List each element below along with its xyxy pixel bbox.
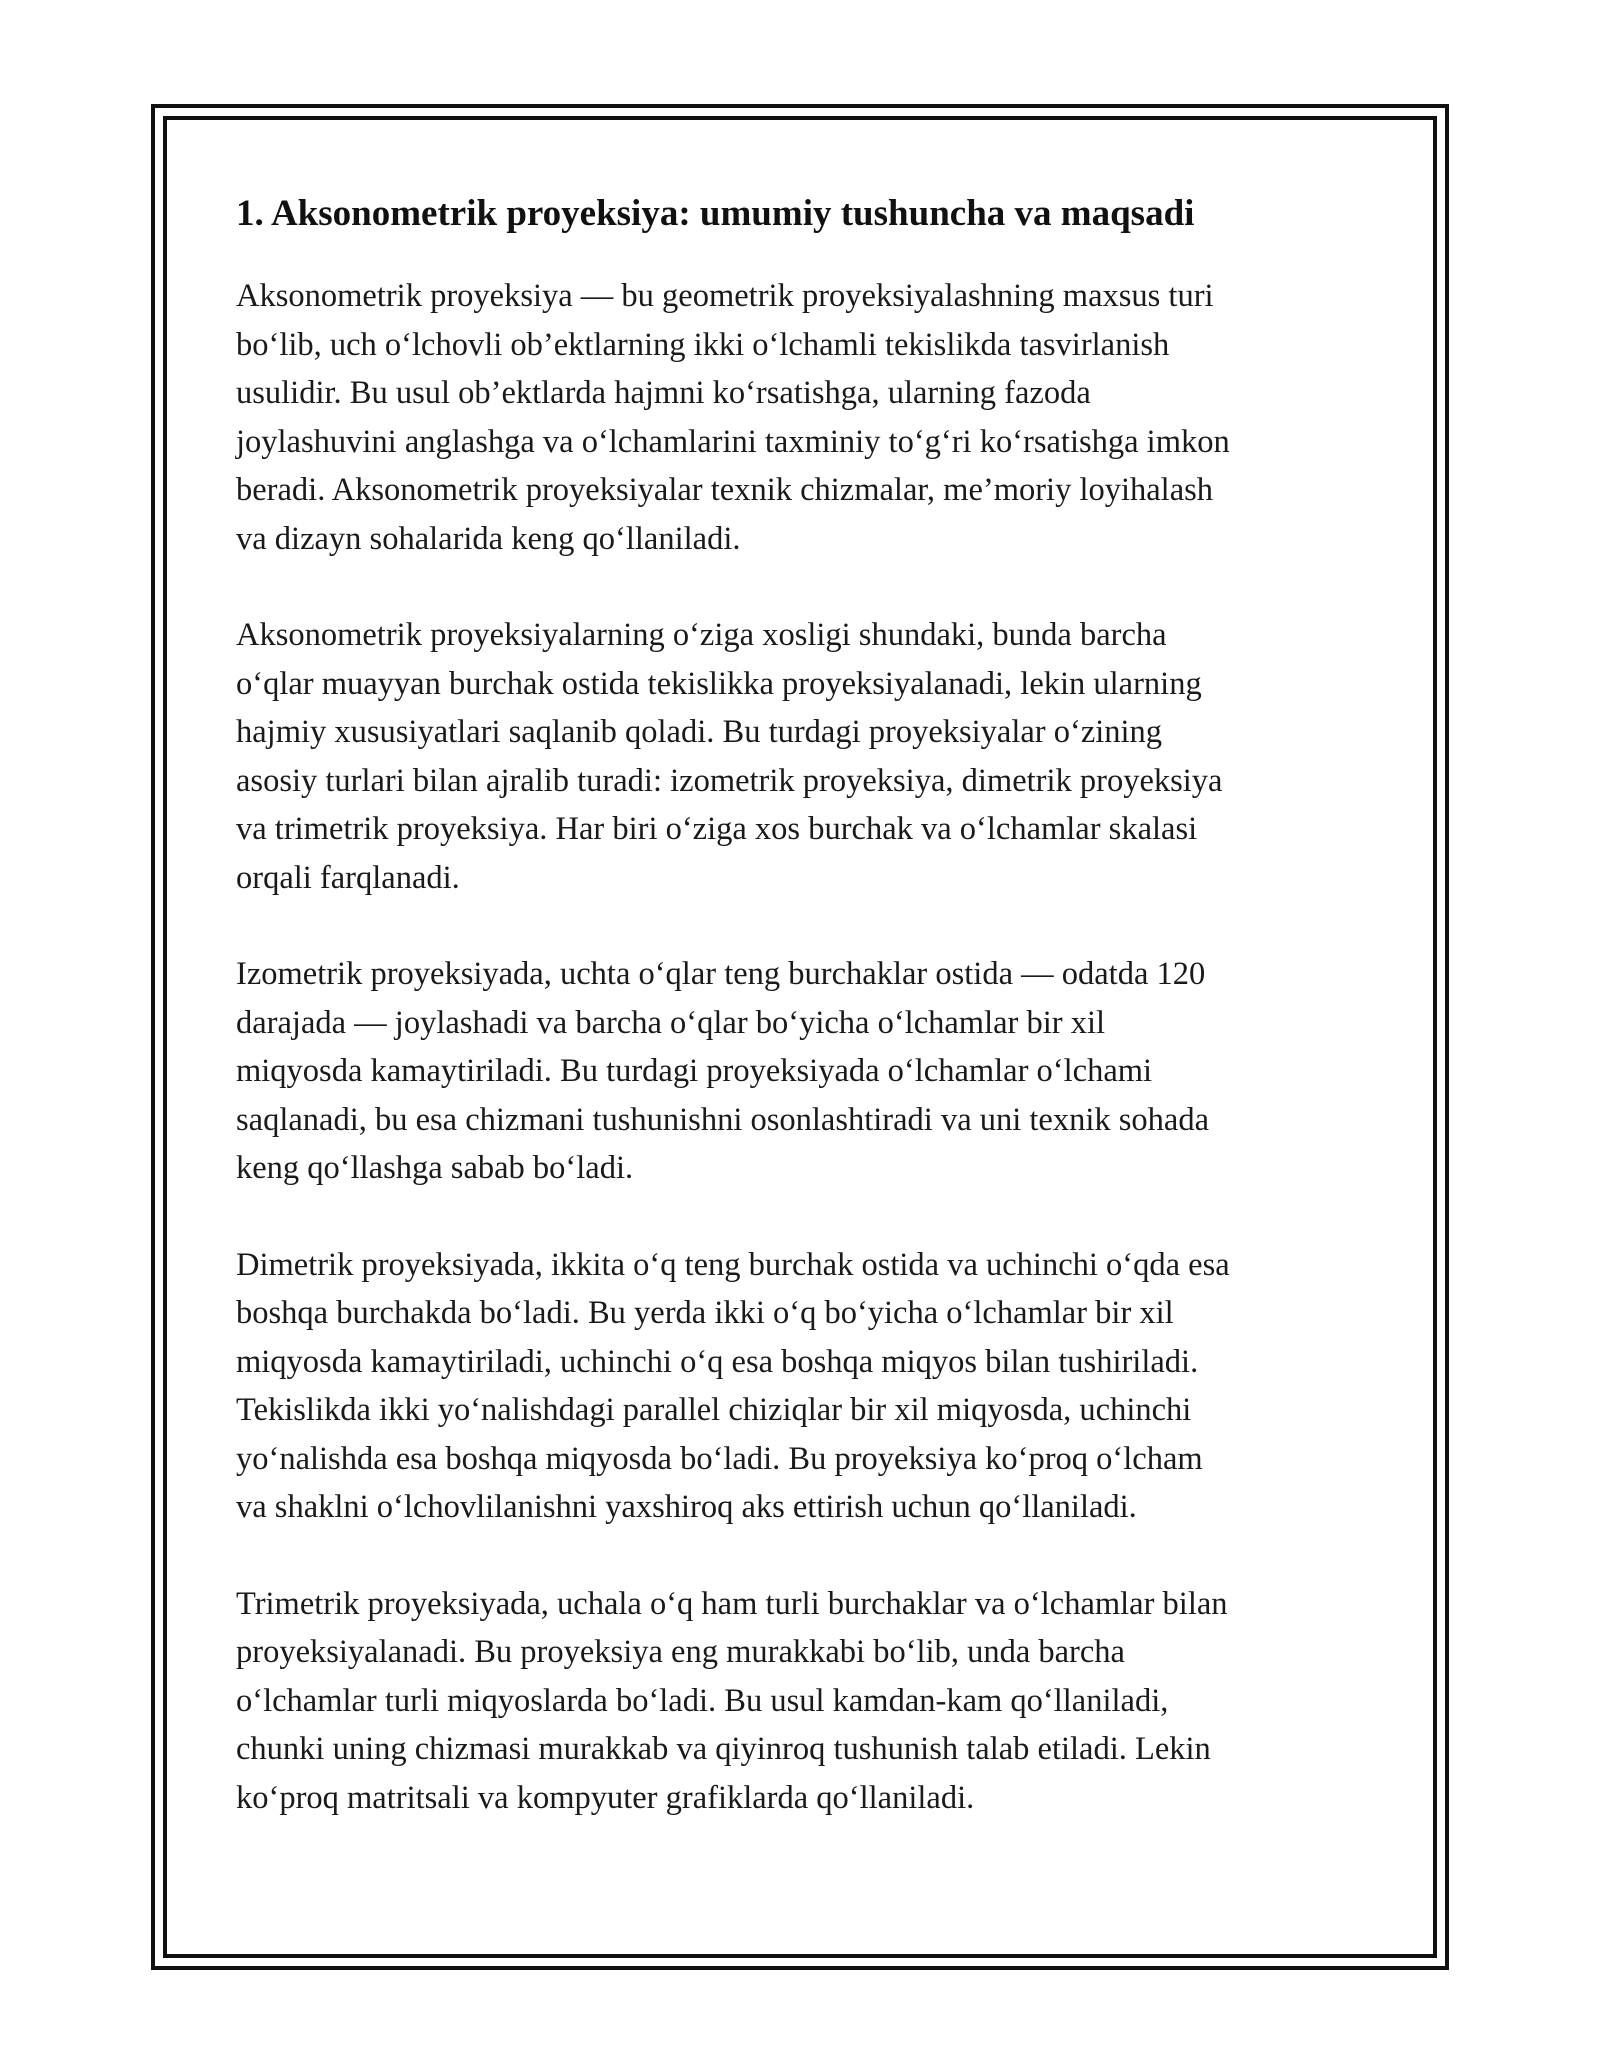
text-line: beradi. Aksonometrik proyeksiyalar texnik chizmalar, me’moriy loyihalash [236,472,1214,508]
text-line: usulidir. Bu usul ob’ektlarda hajmni ko‘rsatishga, ularning fazoda [236,375,1091,411]
text-line: proyeksiyalanadi. Bu proyeksiya eng murakkabi bo‘lib, unda barcha [236,1634,1125,1670]
text-line: va shaklni o‘lchovlilanishni yaxshiroq aks ettirish uchun qo‘llaniladi. [236,1489,1137,1525]
paragraph-intro [236,272,1366,563]
text-line: asosiy turlari bilan ajralib turadi: izometrik proyeksiya, dimetrik proyeksiya [236,762,1223,799]
text-line: va dizayn sohalarida keng qo‘llaniladi. [236,520,741,557]
text-line: yo‘nalishda esa boshqa miqyosda bo‘ladi. Bu proyeksiya ko‘proq o‘lcham [236,1440,1203,1477]
paragraph-dimetric [236,1241,1366,1532]
section-heading: 1. Aksonometrik proyeksiya: umumiy tushuncha va maqsadi [236,193,1195,234]
text-line: Izometrik proyeksiyada, uchta o‘qlar teng burchaklar ostida — odatda 120 [236,956,1206,992]
text-line: Trimetrik proyeksiyada, uchala o‘q ham turli burchaklar va o‘lchamlar bilan [236,1585,1228,1622]
text-line: bo‘lib, uch o‘lchovli ob’ektlarning ikki o‘lchamli tekislikda tasvirlanish [236,326,1170,363]
text-line: keng qo‘llashga sabab bo‘ladi. [236,1150,634,1186]
text-line: miqyosda kamaytiriladi, uchinchi o‘q esa boshqa miqyos bilan tushiriladi. [236,1343,1199,1380]
text-line: darajada — joylashadi va barcha o‘qlar bo‘yicha o‘lchamlar bir xil [236,1004,1106,1041]
text-line: va trimetrik proyeksiya. Har biri o‘ziga xos burchak va o‘lchamlar skalasi [236,811,1198,847]
text-line: o‘lchamlar turli miqyoslarda bo‘ladi. Bu usul kamdan-kam qo‘llaniladi, [236,1682,1169,1719]
text-line: chunki uning chizmasi murakkab va qiyinroq tushunish talab etiladi. Lekin [236,1731,1211,1767]
text-line: boshqa burchakda bo‘ladi. Bu yerda ikki o‘q bo‘yicha o‘lchamlar bir xil [236,1295,1174,1331]
document-body [236,190,1366,1870]
paragraph-isometric [236,950,1366,1193]
text-line: orqali farqlanadi. [236,859,460,896]
text-line: o‘qlar muayyan burchak ostida tekislikka proyeksiyalanadi, lekin ularning [236,665,1202,702]
text-line: miqyosda kamaytiriladi. Bu turdagi proyeksiyada o‘lchamlar o‘lchami [236,1053,1153,1089]
text-line: saqlanadi, bu esa chizmani tushunishni osonlashtiradi va uni texnik sohada [236,1101,1210,1138]
paragraph-types-overview [236,611,1366,902]
text-line: Aksonometrik proyeksiyalarning o‘ziga xosligi shundaki, bunda barcha [236,617,1167,653]
text-line: hajmiy xususiyatlari saqlanib qoladi. Bu turdagi proyeksiyalar o‘zining [236,714,1163,750]
text-line: ko‘proq matritsali va kompyuter grafiklarda qo‘llaniladi. [236,1779,975,1816]
paragraph-trimetric [236,1580,1366,1823]
text-line: joylashuvini anglashga va o‘lchamlarini taxminiy to‘g‘ri ko‘rsatishga imkon [236,423,1230,460]
text-line: Aksonometrik proyeksiya — bu geometrik proyeksiyalashning maxsus turi [236,278,1214,314]
text-line: Dimetrik proyeksiyada, ikkita o‘q teng burchak ostida va uchinchi o‘qda esa [236,1246,1230,1283]
text-line: Tekislikda ikki yo‘nalishdagi parallel chiziqlar bir xil miqyosda, uchinchi [236,1392,1192,1428]
